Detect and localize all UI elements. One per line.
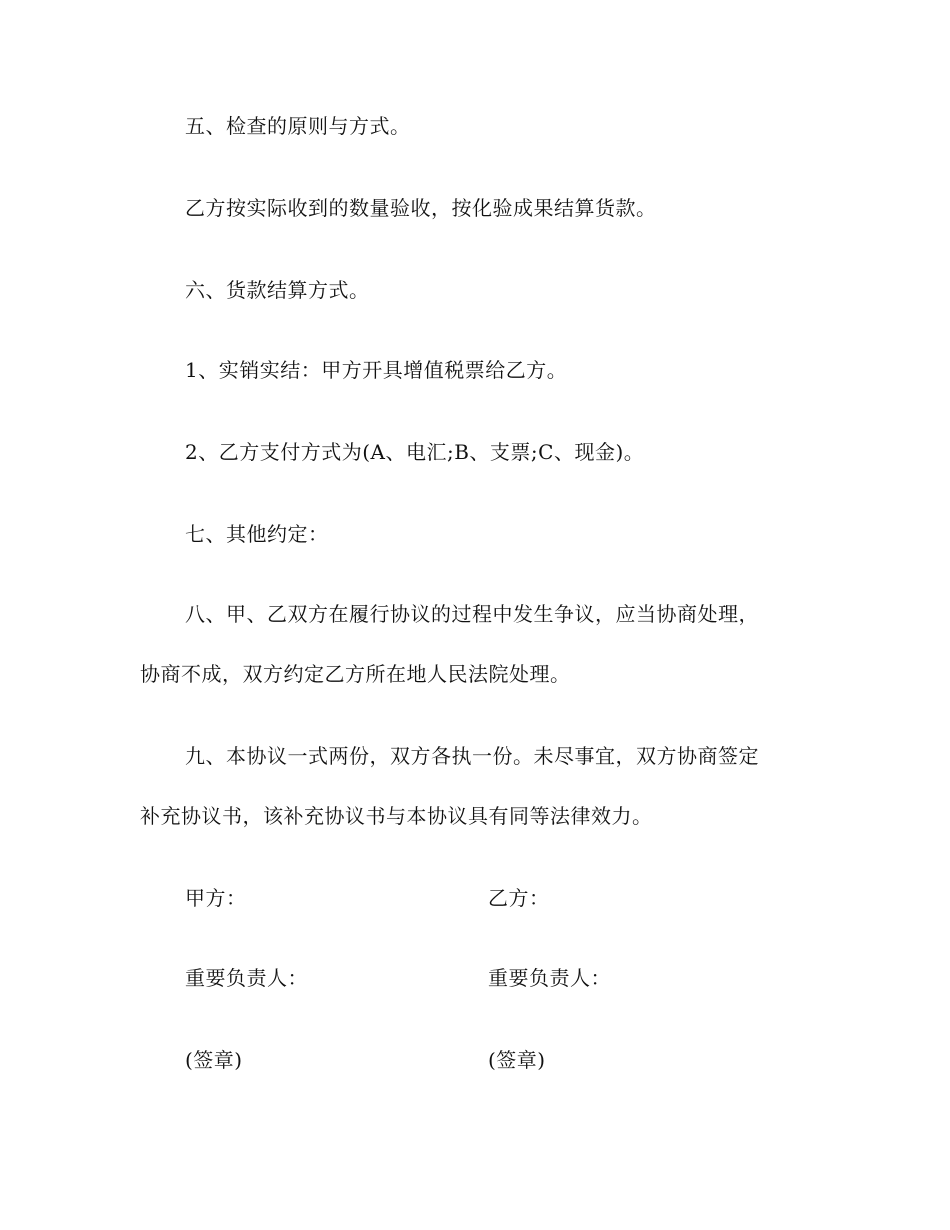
section-8-line-1: 八、甲、乙双方在履行协议的过程中发生争议，应当协商处理， [185, 602, 759, 626]
party-b-responsible-label: 重要负责人： [488, 966, 611, 990]
section-6-item-1: 1、实销实结：甲方开具增值税票给乙方。 [185, 358, 568, 382]
section-8-line-2: 协商不成，双方约定乙方所在地人民法院处理。 [140, 662, 571, 686]
section-6-heading: 六、货款结算方式。 [185, 278, 370, 302]
section-9-line-1: 九、本协议一式两份，双方各执一份。未尽事宜，双方协商签定 [185, 744, 759, 768]
party-a-seal-label: (签章) [185, 1048, 243, 1072]
section-6-item-2: 2、乙方支付方式为(A、电汇;B、支票;C、现金)。 [185, 440, 645, 464]
party-a-label: 甲方： [185, 886, 247, 910]
party-a-responsible-label: 重要负责人： [185, 966, 308, 990]
section-5-heading: 五、检查的原则与方式。 [185, 114, 411, 138]
party-b-label: 乙方： [488, 886, 550, 910]
section-5-body: 乙方按实际收到的数量验收，按化验成果结算货款。 [185, 196, 657, 220]
party-b-seal-label: (签章) [488, 1048, 546, 1072]
section-7-heading: 七、其他约定： [185, 522, 329, 546]
section-9-line-2: 补充协议书，该补充协议书与本协议具有同等法律效力。 [140, 804, 653, 828]
